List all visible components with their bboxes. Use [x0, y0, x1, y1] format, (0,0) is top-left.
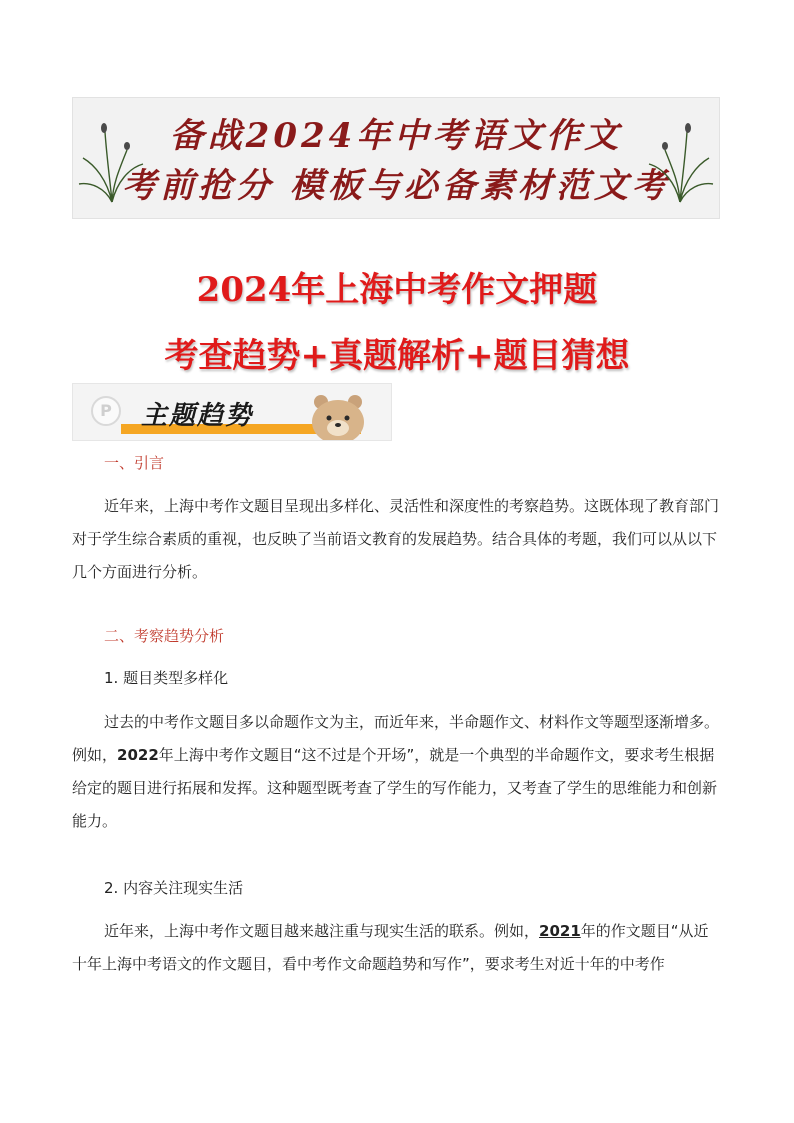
item-1-year: 2022: [117, 746, 159, 764]
bear-icon: [307, 392, 369, 441]
section-heading-intro: 一、引言: [104, 454, 165, 472]
item-2-heading: 2. 内容关注现实生活: [104, 879, 244, 897]
item-2-year: 2021: [539, 922, 581, 940]
intro-paragraph: [72, 490, 722, 589]
item-2-text-after: 年的作文题目“从近十年上海中考语文的作文题目，看中考作文命题趋势和写作”，要求考生对近十年的中考作: [72, 922, 709, 973]
item-1-text-before: 过去的中考作文题目多以命题作文为主，而近年来，半命题作文、材料作文等题型逐渐增多。例如，: [72, 713, 720, 764]
item-1-text-after: 年上海中考作文题目“这不过是个开场”，就是一个典型的半命题作文，要求考生根据给定的题目进行拓展和发挥。这种题型既考查了学生的写作能力，又考查了学生的思维能力和创新能力。: [72, 746, 718, 830]
section-heading-trends: 二、考察趋势分析: [104, 627, 225, 645]
tag-label: 主题趋势: [141, 401, 254, 431]
page-subtitle: 考查趋势+真题解析+题目猜想: [164, 336, 630, 376]
header-banner: [72, 97, 720, 219]
intro-text: 近年来，上海中考作文题目呈现出多样化、灵活性和深度性的考察趋势。这既体现了教育部门对于学生综合素质的重视，也反映了当前语文教育的发展趋势。结合具体的考题，我们可以从以下几个方面进行分析。: [72, 497, 720, 581]
item-2-text-before: 近年来，上海中考作文题目越来越注重与现实生活的联系。例如，: [104, 922, 540, 940]
topic-trend-tag: [72, 383, 392, 441]
item-2-paragraph: [72, 915, 722, 981]
banner-line-1: 备战2024年中考语文作文: [169, 116, 623, 156]
page-title: 2024年上海中考作文押题: [196, 270, 598, 310]
coin-p-icon: P: [91, 396, 121, 426]
banner-line-2: 考前抢分 模板与必备素材范文考: [122, 166, 670, 206]
item-1-heading: 1. 题目类型多样化: [104, 669, 229, 687]
orchid-plant-icon: [645, 110, 715, 206]
item-1-paragraph: [72, 706, 722, 838]
